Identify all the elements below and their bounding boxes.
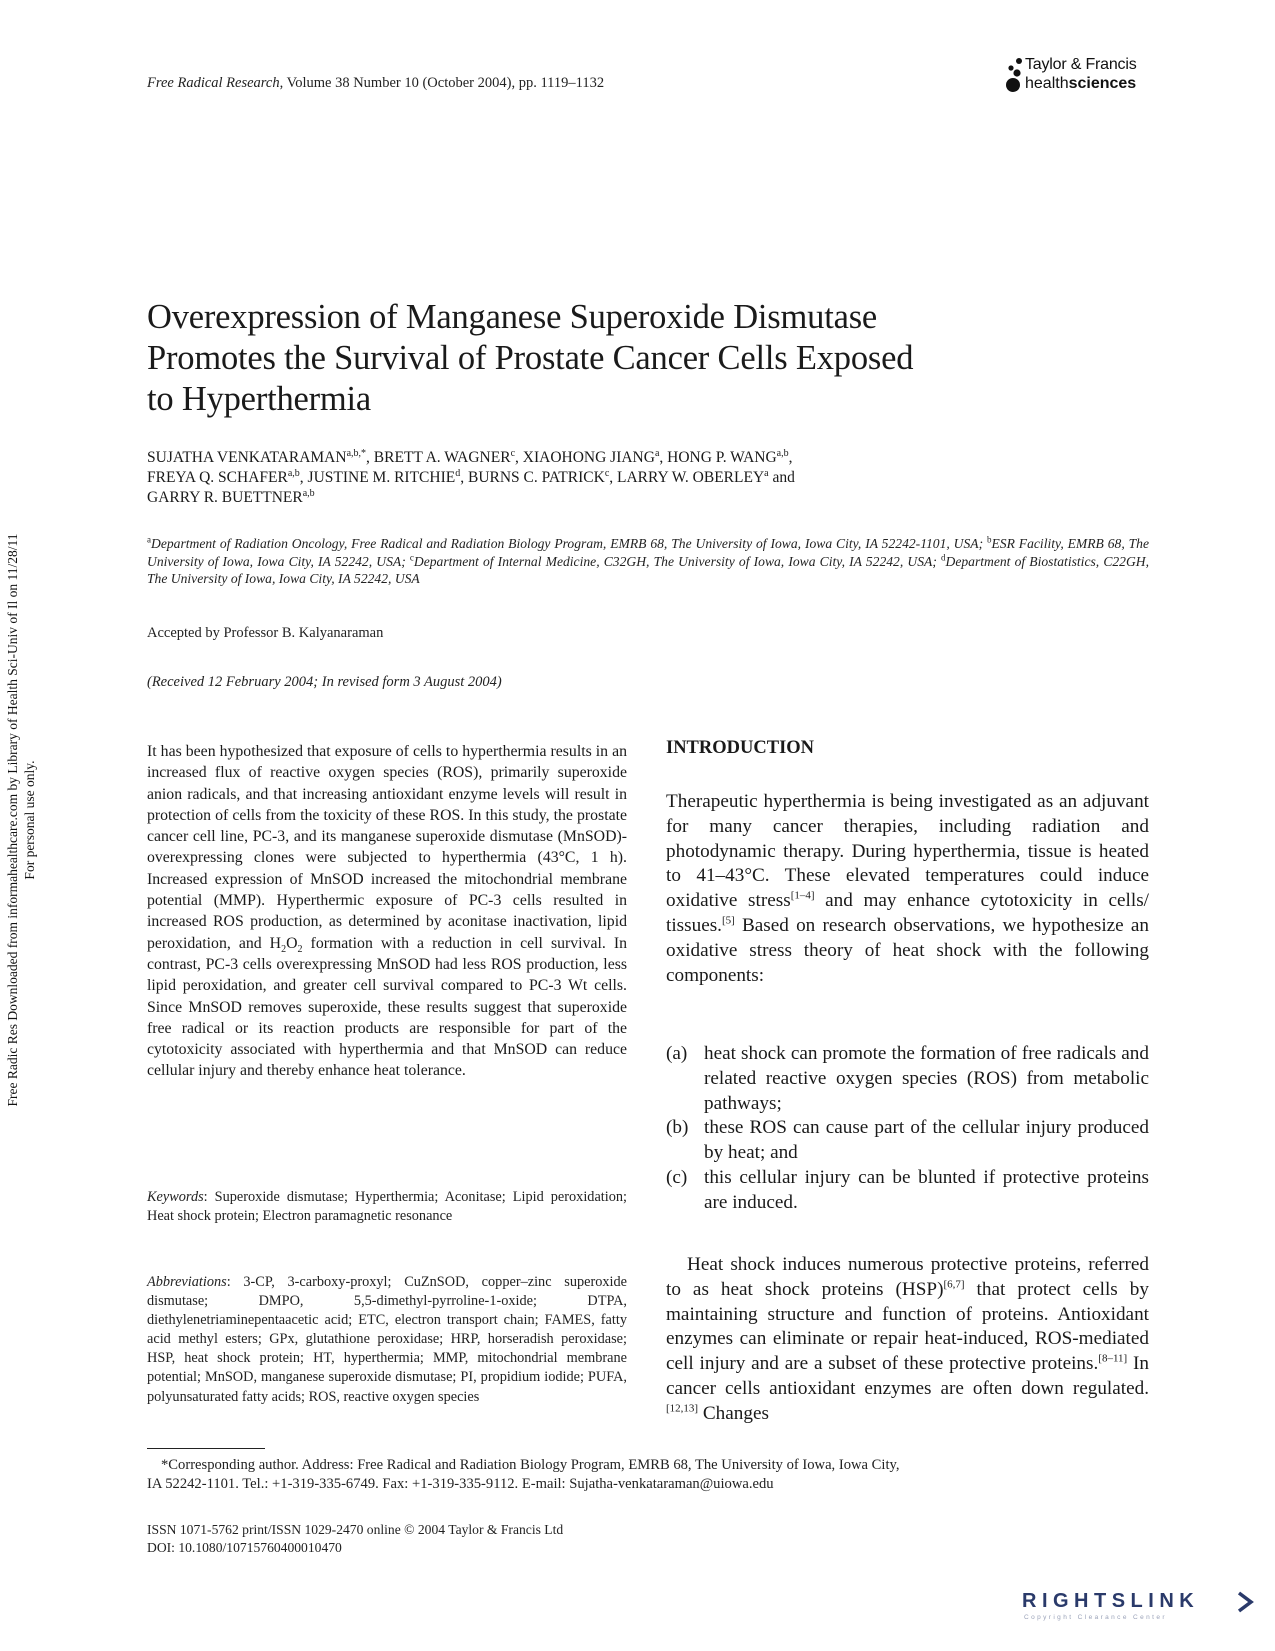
received-dates: (Received 12 February 2004; In revised form 3 August 2004) (147, 674, 502, 690)
paper-title: Overexpression of Manganese Superoxide Dismutase Promotes the Survival of Prostate Cancer Cells Exposed to Hyperthermia (147, 298, 914, 418)
abstract: It has been hypothesized that exposure of cells to hyperthermia results in an increased flux of reactive oxygen species (ROS), primarily superoxide anion radicals, and that increasing antioxidant enzyme levels will result in protection of cells from the toxicity of these ROS. In this study, the prostate cancer cell line, PC-3, and its manganese superoxide dismutase (MnSOD)-overexpressing clones were subjected to hyperthermia (43°C, 1 h). Increased expression of MnSOD increased the mitochondrial membrane potential (MMP). Hyperthermic exposure of PC-3 cells resulted in increased ROS production, as determined by aconitase inactivation, lipid peroxidation, and $H_2O_2$ formation with a reduction in cell survival. In contrast, PC-3 cells overexpressing MnSOD had less ROS production, less lipid peroxidation, and greater cell survival compared to PC-3 Wt cells. Since MnSOD removes superoxide, these results suggest that superoxide free radical or its reaction products are responsible for part of the cytotoxicity associated with hyperthermia and that MnSOD can reduce cellular injury and thereby enhance heat tolerance. (147, 743, 627, 1080)
list-item: (b) these ROS can cause part of the cellular injury produced by heat; and (666, 1117, 1149, 1164)
affiliations: $^a$Department of Radiation Oncology, Free Radical and Radiation Biology Program, EMRB 68, The University of Iowa, Iowa City, IA 52242-1101, USA; $^b$ESR Facility, EMRB 68, The University of Iowa, Iowa City, IA 52242, USA; $^c$Department of Internal Medicine, C32GH, The University of Iowa, Iowa City, IA 52242, USA; $^d$Department of Biostatistics, C22GH, The University of Iowa, Iowa City, IA 52242, USA (147, 534, 1150, 586)
journal-citation (147, 75, 604, 92)
section-heading-introduction: INTRODUCTION (666, 738, 815, 758)
issn-line: ISSN 1071-5762 print/ISSN 1029-2470 online © 2004 Taylor & Francis Ltd (147, 1522, 564, 1537)
list-item: (c) this cellular injury can be blunted if protective proteins are induced. (666, 1166, 1149, 1213)
citation-ref[interactable]: [12,13] (666, 1402, 699, 1415)
accepted-by: Accepted by Professor B. Kalyanaraman (147, 625, 384, 641)
footnote-divider (147, 1448, 265, 1449)
list-item: (a) heat shock can promote the formation of free radicals and related reactive oxygen species (ROS) from metabolic pathways; (666, 1043, 1149, 1114)
download-note-line2: For personal use only. (22, 760, 37, 880)
keywords-label: Keywords (147, 1189, 204, 1205)
doi-line: DOI: 10.1080/10715760400010470 (147, 1539, 342, 1555)
publisher-name: Taylor & Francis (1025, 56, 1137, 73)
rightslink-logo[interactable] (1022, 1590, 1254, 1626)
rightslink-label: RIGHTSLINK (1022, 1590, 1200, 1612)
author-list: SUJATHA $VENKATARAMAN^{a,b,*}$, BRETT A. WAGNER$^c$, XIAOHONG JIANG$^a$, HONG P. WANG$^{a,b}$, FREYA Q. SCHAFER$^{a,b}$, JUSTINE M. RITCHIE$^d$, BURNS C. PATRICK$^c$, LARRY W. OBERLEY$^a$ and GARRY R. BUETTNER$^{a,b}$ (147, 447, 795, 506)
intro-paragraph-2: Heat shock induces numerous protective proteins, referred to as heat shock proteins (HSP)[6,7] that protect cells by maintaining structure and function of proteins. Antioxidant enzymes can eliminate or repair heat-induced, ROS-mediated cell injury and are a subset of these protective proteins.[8–11] In cancer cells antioxidant enzymes are often down regulated.[12,13] Changes (666, 1254, 1150, 1424)
journal-name: Free Radical Research (147, 75, 280, 91)
download-note-line1: Free Radic Res Downloaded from informahealthcare.com by Library of Health Sci-Univ of Il on 11/28/11 (5, 533, 20, 1107)
abbreviations: Abbreviations: 3-CP, 3-carboxy-proxyl; CuZnSOD, copper–zinc superoxide dismutase; DMPO, 5,5-dimethyl-pyrroline-1-oxide; DTPA, diethylenetriaminepentaacetic acid; ETC, electron transport chain; FAMES, fatty acid methyl esters; GPx, glutathione peroxidase; HRP, horseradish peroxidase; HSP, heat shock protein; HT, hyperthermia; MMP, mitochondrial membrane potential; MnSOD, manganese superoxide dismutase; PI, propidium iodide; PUFA, polyunsaturated fatty acids; ROS, reactive oxygen species (147, 1274, 627, 1405)
publisher-logo (1003, 54, 1163, 96)
intro-paragraph-1: Therapeutic hyperthermia is being investigated as an adjuvant for many cancer therapies, including radiation and photodynamic therapy. During hyperthermia, tissue is heated to 41–43°C. These elevated temperatures could induce oxidative stress[1–4] and may enhance cytotoxicity in cells/ tissues.[5] Based on research observations, we hypothesize an oxidative stress theory of heat shock with the following components: (666, 791, 1149, 986)
issn-doi (147, 1521, 563, 1556)
rightslink-arrow-icon (1236, 1591, 1256, 1613)
citation-ref[interactable]: [6,7] (943, 1278, 965, 1291)
citation-ref[interactable]: [5] (721, 914, 735, 927)
publisher-imprint: healthsciences (1025, 75, 1137, 92)
rightslink-sublabel: Copyright Clearance Center (1024, 1614, 1167, 1621)
corresponding-author-footnote: *Corresponding author. Address: Free Radical and Radiation Biology Program, EMRB 68, The University of Iowa, Iowa City, IA 52242-1101. Tel.: +1-319-335-6749. Fax: +1-319-335-9112. E-mail: Sujatha-venkataraman@uiowa.edu (147, 1457, 900, 1492)
download-side-note (0, 470, 37, 1170)
keywords: Keywords: Superoxide dismutase; Hyperthermia; Aconitase; Lipid peroxidation; Heat shock protein; Electron paramagnetic resonance (147, 1189, 627, 1225)
hypothesis-list (666, 1042, 1149, 1216)
journal-details: , Volume 38 Number 10 (October 2004), pp. 1119–1132 (279, 75, 605, 91)
citation-ref[interactable]: [8–11] (1098, 1352, 1128, 1365)
abbreviations-label: Abbreviations (147, 1274, 227, 1290)
citation-ref[interactable]: [1–4] (790, 889, 815, 902)
